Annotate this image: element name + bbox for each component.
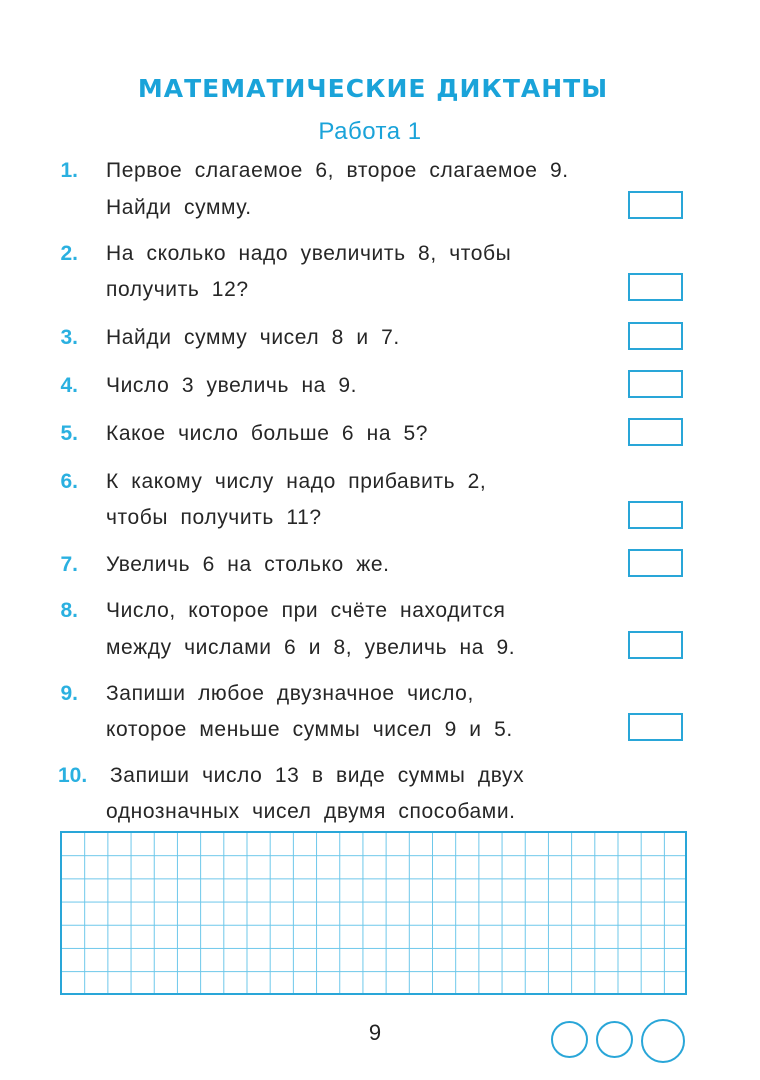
answer-box-5[interactable] [628,418,683,446]
answer-box-7[interactable] [628,549,683,577]
task-text-line: которое меньше суммы чисел 9 и 5. [106,718,513,741]
answer-box-2[interactable] [628,273,683,301]
task-text-line: Первое слагаемое 6, второе слагаемое 9. [106,159,569,182]
answer-box-1[interactable] [628,191,683,219]
task-number: 8. [60,599,78,622]
task-number: 3. [60,326,78,349]
task-text-line: однозначных чисел двумя способами. [106,800,516,823]
task-text-line: получить 12? [106,278,249,301]
task-number: 2. [60,242,78,265]
task-text-line: Найди сумму чисел 8 и 7. [106,326,400,349]
task-text-line: чтобы получить 11? [106,506,322,529]
worksheet-subtitle: Работа 1 [318,118,422,145]
task-text-line: между числами 6 и 8, увеличь на 9. [106,636,516,659]
task-number: 4. [60,374,78,397]
answer-box-6[interactable] [628,501,683,529]
answer-box-3[interactable] [628,322,683,350]
task-text-line: Запиши число 13 в виде суммы двух [110,764,525,787]
answer-box-9[interactable] [628,713,683,741]
task-number: 5. [60,422,78,445]
rating-circle[interactable] [551,1021,588,1058]
task-text-line: Число 3 увеличь на 9. [106,374,358,397]
task-number: 7. [60,553,78,576]
answer-box-8[interactable] [628,631,683,659]
rating-circle[interactable] [596,1021,633,1058]
task-text-line: На сколько надо увеличить 8, чтобы [106,242,512,265]
task-text-line: Увеличь 6 на столько же. [106,553,390,576]
task-number: 9. [60,682,78,705]
task-text-line: Запиши любое двузначное число, [106,682,474,705]
task-number: 1. [60,159,78,182]
task-text-line: Какое число больше 6 на 5? [106,422,429,445]
task-number: 6. [60,470,78,493]
rating-circle[interactable] [641,1019,685,1063]
answer-box-4[interactable] [628,370,683,398]
task-text-line: К какому числу надо прибавить 2, [106,470,487,493]
task-text-line: Найди сумму. [106,196,252,219]
task-text-line: Число, которое при счёте находится [106,599,506,622]
writing-grid[interactable] [60,831,687,995]
page-number: 9 [368,1020,382,1045]
worksheet-title: МАТЕМАТИЧЕСКИЕ ДИКТАНТЫ [137,74,609,103]
task-number: 10. [58,764,88,787]
